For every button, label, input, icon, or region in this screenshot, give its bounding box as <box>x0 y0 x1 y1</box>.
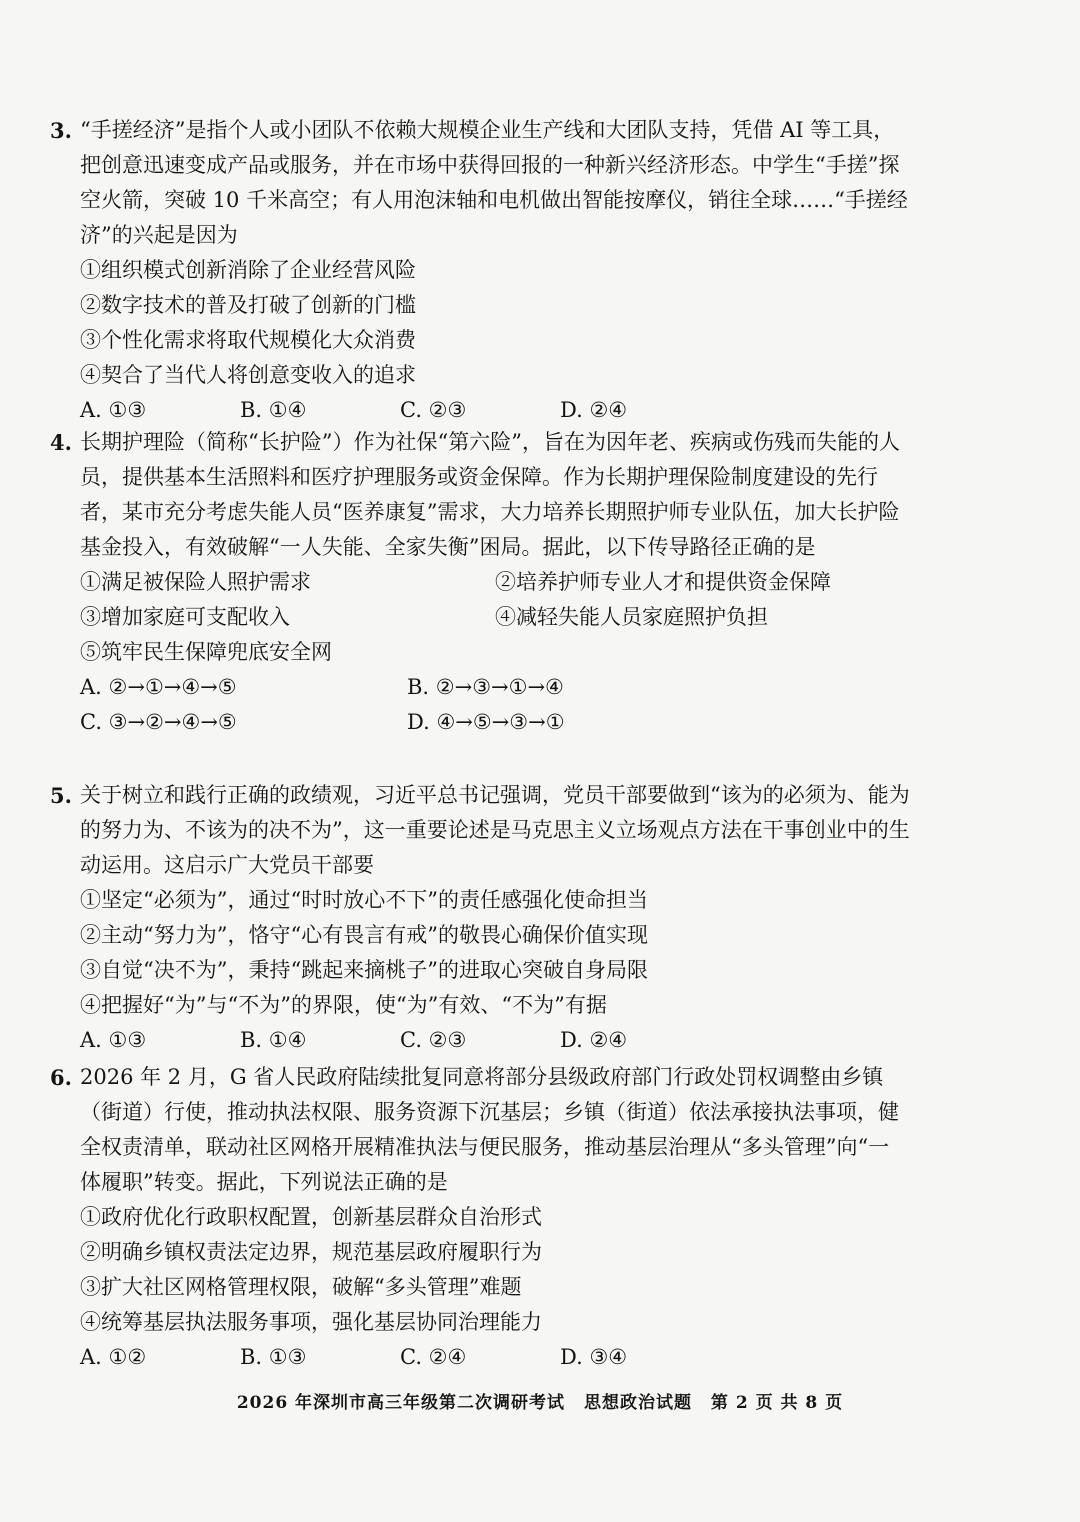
question-stem <box>50 1060 910 1200</box>
option-item: ④契合了当代人将创意变收入的追求 <box>80 363 416 387</box>
option-item: ①满足被保险人照护需求 <box>80 570 311 594</box>
choice-c: C. ③→②→④→⑤ <box>80 710 237 734</box>
choice-d: D. ②④ <box>560 1028 628 1052</box>
question-text: 关于树立和践行正确的政绩观，习近平总书记强调，党员干部要做到“该为的必须为、能为的努力为、不该为的决不为”，这一重要论述是马克思主义立场观点方法在干事创业中的生动运用。这启示广大党员干部要 <box>80 783 910 877</box>
question-stem <box>50 778 910 883</box>
answer-choices <box>50 393 910 428</box>
question-4 <box>50 425 910 740</box>
choice-d: D. ②④ <box>560 398 628 422</box>
choice-d: D. ④→⑤→③→① <box>407 710 565 734</box>
option-row <box>50 600 910 635</box>
answer-choices <box>50 670 910 705</box>
exam-title: 2026 年深圳市高三年级第二次调研考试 <box>236 1393 566 1413</box>
question-number: 3. <box>50 118 72 143</box>
question-number: 5. <box>50 783 72 808</box>
answer-choices <box>50 705 910 740</box>
option-item: ③扩大社区网格管理权限，破解“多头管理”难题 <box>80 1275 522 1299</box>
question-3 <box>50 113 910 428</box>
option-item: ⑤筑牢民生保障兜底安全网 <box>80 640 332 664</box>
question-text: 长期护理险（简称“长护险”）作为社保“第六险”，旨在为因年老、疾病或伤残而失能的人员，提供基本生活照料和医疗护理服务或资金保障。作为长期护理保险制度建设的先行者，某市充分考虑失能人员“医养康复”需求，大力培养长期照护师专业队伍，加大长护险基金投入，有效破解“一人失能、全家失衡”困局。据此，以下传导路径正确的是 <box>80 430 900 559</box>
choice-c: C. ②④ <box>400 1345 467 1369</box>
choice-a: A. ①② <box>80 1345 147 1369</box>
choice-b: B. ①③ <box>240 1345 307 1369</box>
question-stem <box>50 113 910 253</box>
option-row <box>50 565 910 600</box>
choice-d: D. ③④ <box>560 1345 628 1369</box>
option-item: ③自觉“决不为”，秉持“跳起来摘桃子”的进取心突破自身局限 <box>80 958 648 982</box>
answer-choices <box>50 1340 910 1375</box>
subject-name: 思想政治试题 <box>583 1393 692 1413</box>
choice-b: B. ①④ <box>240 398 307 422</box>
question-number: 6. <box>50 1065 72 1090</box>
option-item: ②主动“努力为”，恪守“心有畏言有戒”的敬畏心确保价值实现 <box>80 923 648 947</box>
question-5 <box>50 778 910 1058</box>
option-item: ①组织模式创新消除了企业经营风险 <box>80 258 416 282</box>
choice-a: A. ②→①→④→⑤ <box>80 675 237 699</box>
option-item: ①坚定“必须为”，通过“时时放心不下”的责任感强化使命担当 <box>80 888 648 912</box>
choice-b: B. ①④ <box>240 1028 307 1052</box>
page-number: 第 2 页 共 8 页 <box>710 1393 844 1413</box>
option-item: ④统筹基层执法服务事项，强化基层协同治理能力 <box>80 1310 542 1334</box>
option-item: ④把握好“为”与“不为”的界限，使“为”有效、“不为”有据 <box>80 993 607 1017</box>
question-6 <box>50 1060 910 1375</box>
choice-b: B. ②→③→①→④ <box>407 675 564 699</box>
option-item: ④减轻失能人员家庭照护负担 <box>495 605 768 629</box>
choice-c: C. ②③ <box>400 1028 467 1052</box>
choice-a: A. ①③ <box>80 1028 147 1052</box>
option-item: ①政府优化行政职权配置，创新基层群众自治形式 <box>80 1205 542 1229</box>
question-number: 4. <box>50 430 72 455</box>
answer-choices <box>50 1023 910 1058</box>
question-text: 2026 年 2 月，G 省人民政府陆续批复同意将部分县级政府部门行政处罚权调整由乡镇（街道）行使，推动执法权限、服务资源下沉基层；乡镇（街道）依法承接执法事项，健全权责清单，联动社区网格开展精准执法与便民服务，推动基层治理从“多头管理”向“一体履职”转变。据此，下列说法正确的是 <box>80 1065 899 1194</box>
option-item: ③个性化需求将取代规模化大众消费 <box>80 328 416 352</box>
question-text: “手搓经济”是指个人或小团队不依赖大规模企业生产线和大团队支持，凭借 AI 等工具，把创意迅速变成产品或服务，并在市场中获得回报的一种新兴经济形态。中学生“手搓”探空火箭，突破 10 千米高空；有人用泡沫轴和电机做出智能按摩仪，销往全球……“手搓经济”的兴起是因为 <box>80 118 908 247</box>
page-footer <box>0 1388 1080 1413</box>
option-item: ②培养护师专业人才和提供资金保障 <box>495 570 831 594</box>
option-item: ②数字技术的普及打破了创新的门槛 <box>80 293 416 317</box>
choice-c: C. ②③ <box>400 398 467 422</box>
option-item: ③增加家庭可支配收入 <box>80 605 290 629</box>
option-item: ②明确乡镇权责法定边界，规范基层政府履职行为 <box>80 1240 542 1264</box>
question-stem <box>50 425 910 565</box>
choice-a: A. ①③ <box>80 398 147 422</box>
